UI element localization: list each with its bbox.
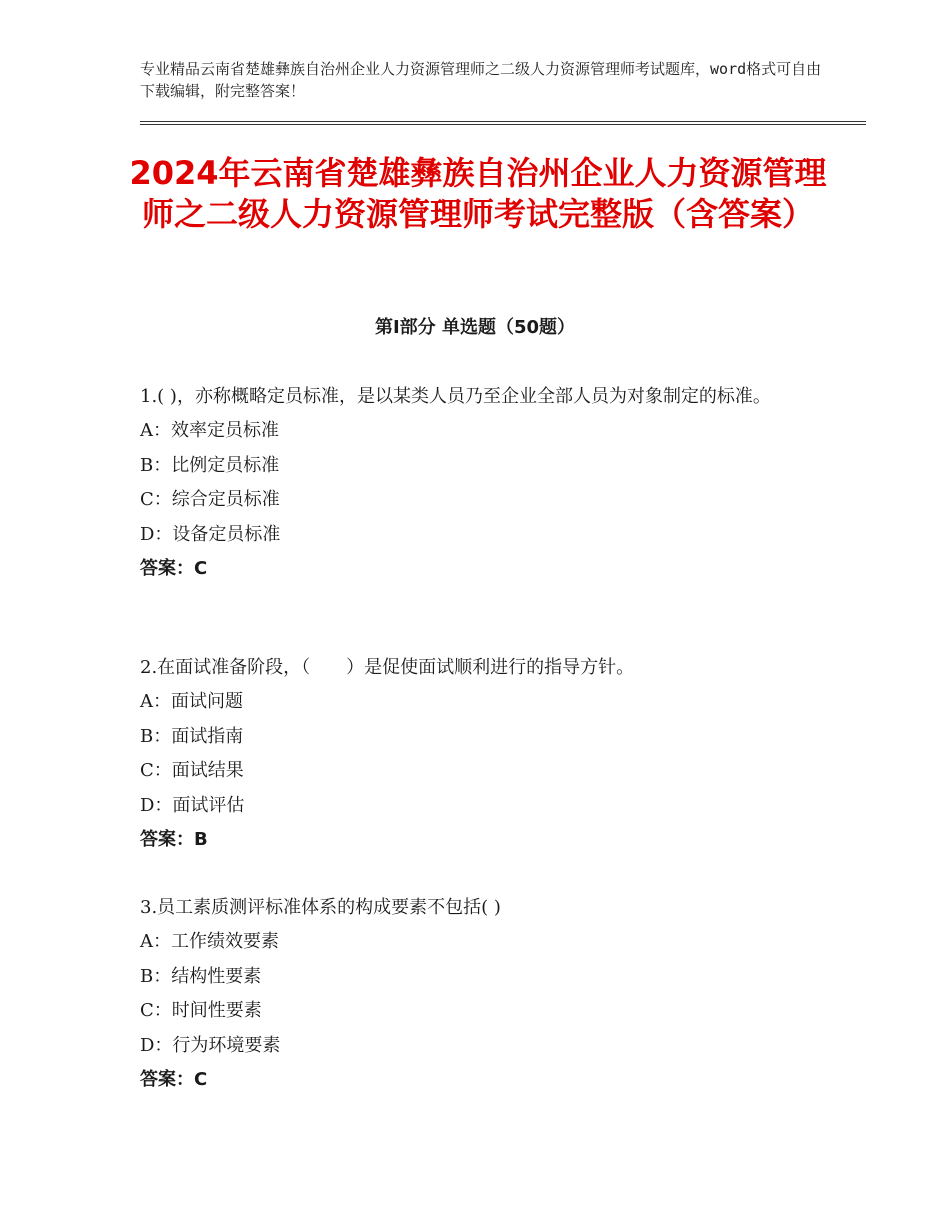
option-d: D：面试评估 bbox=[140, 794, 245, 816]
question-stem: 2.在面试准备阶段，（ ）是促使面试顺利进行的指导方针。 bbox=[140, 657, 635, 678]
header-note: 专业精品云南省楚雄彝族自治州企业人力资源管理师之二级人力资源管理师考试题库，word格式可自由下载编辑，附完整答案！ bbox=[140, 60, 822, 100]
option-c: C：时间性要素 bbox=[140, 1000, 262, 1021]
option-d: D：设备定员标准 bbox=[140, 523, 281, 545]
option-c: C：综合定员标准 bbox=[140, 489, 280, 510]
question-stem: 3.员工素质测评标准体系的构成要素不包括( ) bbox=[140, 897, 501, 918]
option-a: A：面试问题 bbox=[140, 691, 243, 712]
question-3 bbox=[140, 891, 820, 1097]
answer: 答案：C bbox=[140, 1069, 208, 1090]
question-2 bbox=[140, 651, 820, 857]
option-b: B：结构性要素 bbox=[140, 965, 262, 987]
question-stem: 1.( )，亦称概略定员标准，是以某类人员乃至企业全部人员为对象制定的标准。 bbox=[140, 386, 771, 407]
option-d: D：行为环境要素 bbox=[140, 1034, 281, 1056]
section-heading: 第Ⅰ部分 单选题（50题） bbox=[374, 317, 575, 338]
option-a: A：工作绩效要素 bbox=[140, 931, 279, 952]
option-b: B：比例定员标准 bbox=[140, 454, 280, 476]
document-title: 2024年云南省楚雄彝族自治州企业人力资源管理师之二级人力资源管理师考试完整版（含答案） bbox=[129, 154, 827, 233]
option-c: C：面试结果 bbox=[140, 760, 244, 781]
answer: 答案：C bbox=[140, 558, 208, 579]
option-a: A：效率定员标准 bbox=[140, 420, 279, 441]
header-rule-top bbox=[140, 121, 866, 122]
answer: 答案：B bbox=[140, 829, 208, 850]
header-rule-bottom bbox=[140, 124, 866, 125]
option-b: B：面试指南 bbox=[140, 725, 244, 747]
question-1 bbox=[140, 380, 820, 586]
